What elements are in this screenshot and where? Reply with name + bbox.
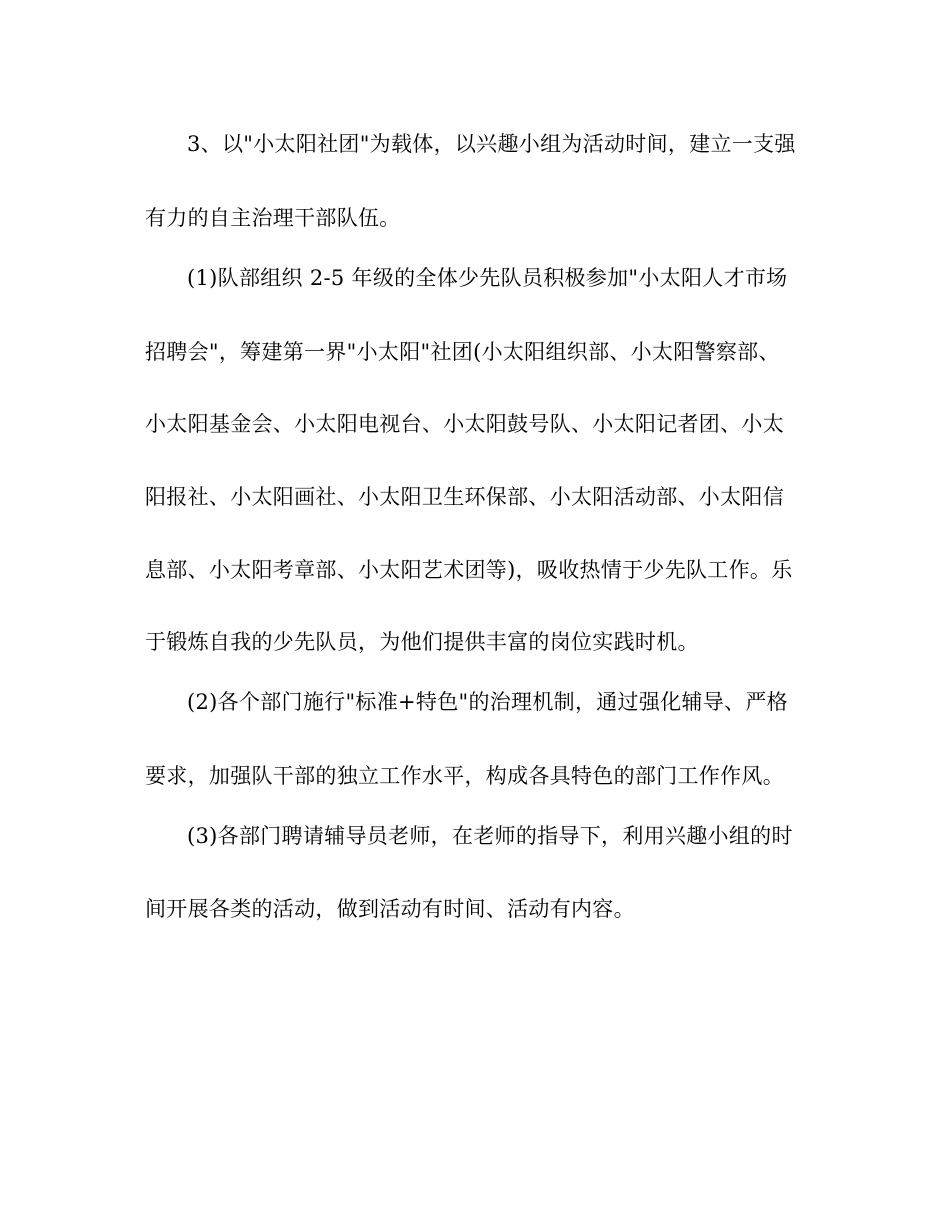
paragraph-line: (1)队部组织 2-5 年级的全体少先队员积极参加"小太阳人才市场 [187,266,788,290]
paragraph-line: 阳报社、小太阳画社、小太阳卫生环保部、小太阳活动部、小太阳信 [145,485,784,509]
paragraph-line: 间开展各类的活动，做到活动有时间、活动有内容。 [145,897,635,921]
paragraph-line: 小太阳基金会、小太阳电视台、小太阳鼓号队、小太阳记者团、小太 [145,412,784,436]
paragraph-line: (2)各个部门施行"标准+特色"的治理机制，通过强化辅导、严格 [187,690,788,714]
paragraph-line: 于锻炼自我的少先队员，为他们提供丰富的岗位实践时机。 [145,630,699,654]
paragraph-line: 有力的自主治理干部队伍。 [145,206,401,230]
paragraph-line: 招聘会"，筹建第一界"小太阳"社团(小太阳组织部、小太阳警察部、 [145,340,780,364]
paragraph-line: 要求，加强队干部的独立工作水平，构成各具特色的部门工作作风。 [145,764,784,788]
paragraph-line: 3、以"小太阳社团"为载体，以兴趣小组为活动时间，建立一支强 [187,132,796,156]
paragraph-line: 息部、小太阳考章部、小太阳艺术团等)，吸收热情于少先队工作。乐 [145,558,793,582]
paragraph-line: (3)各部门聘请辅导员老师，在老师的指导下，利用兴趣小组的时 [187,824,793,848]
